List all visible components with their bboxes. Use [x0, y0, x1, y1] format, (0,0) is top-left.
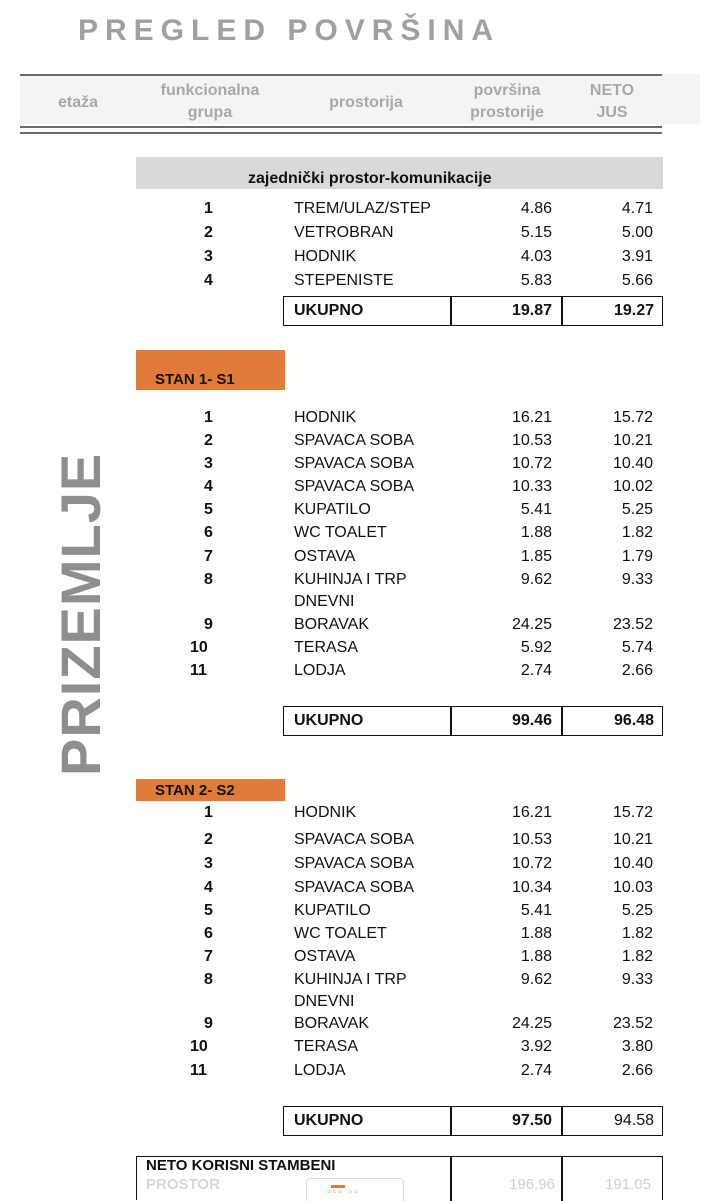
room-neto: 1.82 — [621, 524, 653, 541]
room-name-extra: DNEVNI — [294, 993, 355, 1010]
room-name: SPAVACA SOBA — [294, 455, 415, 472]
room-area: 5.41 — [520, 501, 552, 518]
room-neto: 3.91 — [621, 248, 653, 265]
table-row — [0, 804, 702, 827]
room-neto: 10.03 — [612, 879, 653, 896]
table-row — [0, 902, 702, 925]
room-area: 10.53 — [511, 432, 552, 449]
neto-total-label-line2: PROSTOR — [146, 1176, 220, 1193]
table-row — [0, 662, 702, 685]
room-name: BORAVAK — [294, 1015, 369, 1032]
stan2-heading: STAN 2- S2 — [155, 782, 235, 799]
room-name: SPAVACA SOBA — [294, 432, 415, 449]
row-number: 4 — [204, 879, 213, 896]
table-row — [0, 879, 702, 902]
room-name: KUHINJA I TRP — [294, 971, 407, 988]
room-name: STEPENISTE — [294, 272, 394, 289]
total-label: UKUPNO — [294, 712, 364, 729]
table-row — [0, 409, 702, 432]
room-neto: 10.40 — [612, 455, 653, 472]
room-neto: 23.52 — [612, 1015, 653, 1032]
table-row — [0, 224, 702, 247]
room-area: 5.15 — [520, 224, 552, 241]
column-header-etaza: etaža — [57, 94, 99, 111]
room-name: HODNIK — [294, 248, 357, 265]
row-number: 8 — [204, 971, 213, 988]
table-row — [0, 524, 702, 547]
room-name: KUPATILO — [294, 501, 371, 518]
room-area: 2.74 — [520, 662, 552, 679]
room-area: 1.88 — [520, 925, 552, 942]
column-header-funkcionalna-grupa — [140, 80, 280, 124]
column-header-prostorija: prostorija — [329, 94, 403, 111]
row-number: 2 — [204, 831, 213, 848]
table-row — [0, 200, 702, 223]
room-name: SPAVACA SOBA — [294, 831, 415, 848]
total-area: 19.87 — [511, 302, 552, 319]
room-area: 1.88 — [520, 524, 552, 541]
row-number: 5 — [204, 501, 213, 518]
room-neto: 5.25 — [621, 501, 653, 518]
total-area: 97.50 — [511, 1112, 552, 1129]
room-area: 24.25 — [511, 1015, 552, 1032]
total-label: UKUPNO — [294, 302, 364, 319]
table-row — [0, 272, 702, 295]
table-row — [0, 501, 702, 524]
room-area: 5.41 — [520, 902, 552, 919]
row-number: 7 — [204, 548, 213, 565]
room-neto: 10.40 — [612, 855, 653, 872]
row-number: 4 — [204, 478, 213, 495]
room-area: 16.21 — [511, 804, 552, 821]
room-neto: 15.72 — [612, 804, 653, 821]
toolbar-buttons-icon[interactable]: ▫▫▫ ▫▫ — [327, 1187, 360, 1198]
room-neto: 4.71 — [621, 200, 653, 217]
total-label: UKUPNO — [294, 1112, 364, 1129]
room-name: WC TOALET — [294, 524, 387, 541]
room-neto: 5.74 — [621, 639, 653, 656]
room-area: 4.03 — [520, 248, 552, 265]
column-header-grupa: grupa — [187, 104, 233, 121]
column-header-povrsina-line2: prostorije — [470, 104, 544, 121]
room-name: BORAVAK — [294, 616, 369, 633]
row-number: 7 — [204, 948, 213, 965]
room-area: 10.72 — [511, 855, 552, 872]
room-name: OSTAVA — [294, 548, 356, 565]
total-neto: 19.27 — [613, 302, 654, 319]
table-row — [0, 548, 702, 571]
room-area: 16.21 — [511, 409, 552, 426]
room-name: WC TOALET — [294, 925, 387, 942]
room-neto: 10.21 — [612, 432, 653, 449]
room-area: 1.85 — [520, 548, 552, 565]
room-area: 10.33 — [511, 478, 552, 495]
row-number: 2 — [204, 224, 213, 241]
row-number: 6 — [204, 524, 213, 541]
table-row — [0, 432, 702, 455]
room-neto: 1.82 — [621, 925, 653, 942]
stan2-total-row — [283, 1106, 663, 1136]
table-row — [0, 1015, 702, 1038]
row-number: 10 — [190, 1038, 208, 1055]
room-area: 9.62 — [520, 971, 552, 988]
room-neto: 3.80 — [621, 1038, 653, 1055]
room-name: TREM/ULAZ/STEP — [294, 200, 431, 217]
table-row — [0, 948, 702, 971]
table-row — [0, 478, 702, 501]
room-area: 1.88 — [520, 948, 552, 965]
total-area: 99.46 — [511, 712, 552, 729]
room-name: KUHINJA I TRP — [294, 571, 407, 588]
row-number: 6 — [204, 925, 213, 942]
room-neto: 9.33 — [621, 971, 653, 988]
row-number: 1 — [204, 804, 213, 821]
room-neto: 10.02 — [612, 478, 653, 495]
column-header-povrsina — [452, 80, 562, 124]
total-neto: 94.58 — [613, 1112, 654, 1129]
row-number: 1 — [204, 200, 213, 217]
table-row — [0, 925, 702, 948]
floor-label: PRIZEMLJE — [49, 452, 112, 776]
table-row — [0, 1062, 702, 1085]
room-neto: 5.00 — [621, 224, 653, 241]
column-header-neto-line1: NETO — [589, 82, 635, 99]
room-name: HODNIK — [294, 804, 357, 821]
row-number: 11 — [190, 662, 207, 679]
room-name: SPAVACA SOBA — [294, 478, 415, 495]
room-name-extra: DNEVNI — [294, 593, 355, 610]
room-name: LODJA — [294, 662, 346, 679]
room-area: 10.53 — [511, 831, 552, 848]
neto-total-area: 196.96 — [509, 1176, 555, 1193]
table-row — [0, 571, 702, 610]
viewer-toolbar[interactable] — [306, 1178, 404, 1201]
room-neto: 2.66 — [621, 1062, 653, 1079]
row-number: 3 — [204, 855, 213, 872]
row-number: 8 — [204, 571, 213, 588]
stan1-total-row — [283, 706, 663, 736]
room-area: 3.92 — [520, 1038, 552, 1055]
room-neto: 9.33 — [621, 571, 653, 588]
room-name: VETROBRAN — [294, 224, 394, 241]
header-bottom-rule-2 — [20, 132, 662, 134]
column-header-funkcionalna: funkcionalna — [160, 82, 260, 99]
room-area: 5.92 — [520, 639, 552, 656]
room-neto: 2.66 — [621, 662, 653, 679]
room-neto: 5.25 — [621, 902, 653, 919]
table-row — [0, 971, 702, 1010]
room-area: 4.86 — [520, 200, 552, 217]
header-top-rule — [20, 74, 662, 76]
table-row — [0, 639, 702, 662]
room-name: LODJA — [294, 1062, 346, 1079]
row-number: 9 — [204, 616, 213, 633]
column-header-neto-line2: JUS — [596, 104, 628, 121]
common-total-row — [283, 296, 663, 326]
room-name: SPAVACA SOBA — [294, 855, 415, 872]
room-neto: 10.21 — [612, 831, 653, 848]
room-name: TERASA — [294, 1038, 359, 1055]
room-neto: 15.72 — [612, 409, 653, 426]
row-number: 3 — [204, 248, 213, 265]
room-neto: 5.66 — [621, 272, 653, 289]
room-neto: 1.82 — [621, 948, 653, 965]
row-number: 10 — [190, 639, 208, 656]
row-number: 5 — [204, 902, 213, 919]
row-number: 2 — [204, 432, 213, 449]
total-neto: 96.48 — [613, 712, 654, 729]
table-row — [0, 855, 702, 878]
room-area: 10.34 — [511, 879, 552, 896]
column-header-povrsina-line1: površina — [473, 82, 541, 99]
row-number: 11 — [190, 1062, 207, 1079]
row-number: 9 — [204, 1015, 213, 1032]
table-row — [0, 455, 702, 478]
room-area: 9.62 — [520, 571, 552, 588]
header-bottom-rule — [20, 126, 662, 128]
room-name: OSTAVA — [294, 948, 356, 965]
room-area: 10.72 — [511, 455, 552, 472]
room-name: TERASA — [294, 639, 359, 656]
row-number: 4 — [204, 272, 213, 289]
neto-total-neto: 191.05 — [605, 1176, 651, 1193]
table-row — [0, 248, 702, 271]
table-row — [0, 616, 702, 639]
common-section-heading: zajednički prostor-komunikacije — [248, 170, 492, 187]
room-area: 2.74 — [520, 1062, 552, 1079]
table-row — [0, 831, 702, 854]
room-area: 24.25 — [511, 616, 552, 633]
column-header-neto — [576, 80, 648, 124]
table-row — [0, 1038, 702, 1061]
room-name: HODNIK — [294, 409, 357, 426]
room-name: SPAVACA SOBA — [294, 879, 415, 896]
page-title: PREGLED POVRŠINA — [78, 14, 501, 47]
row-number: 1 — [204, 409, 213, 426]
neto-total-label-line1: NETO KORISNI STAMBENI — [146, 1157, 336, 1174]
room-name: KUPATILO — [294, 902, 371, 919]
row-number: 3 — [204, 455, 213, 472]
room-area: 5.83 — [520, 272, 552, 289]
room-neto: 23.52 — [612, 616, 653, 633]
room-neto: 1.79 — [621, 548, 653, 565]
stan1-heading: STAN 1- S1 — [155, 371, 235, 388]
